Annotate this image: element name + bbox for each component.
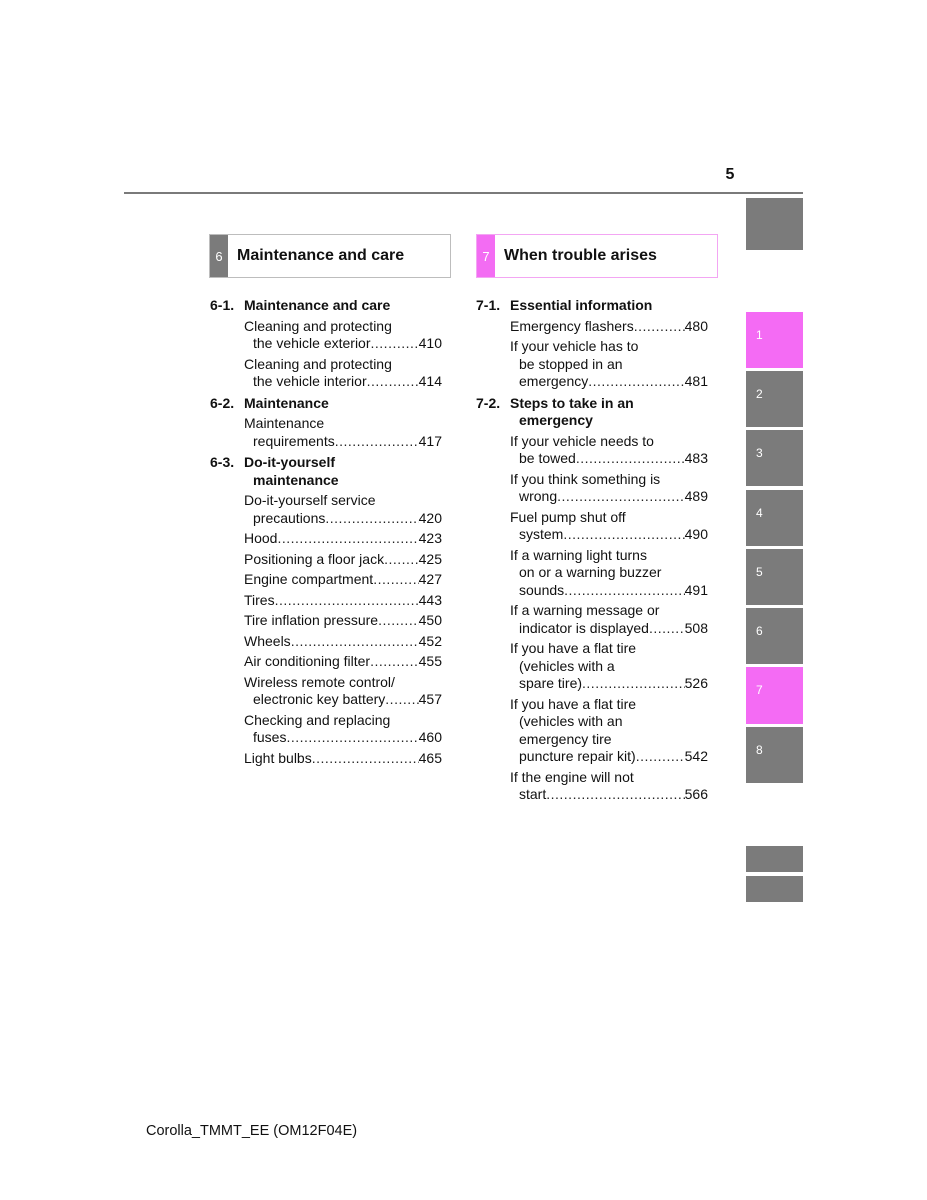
- toc-entry-page: 489: [684, 488, 708, 504]
- toc-entry-line: If the engine will not: [510, 768, 634, 785]
- toc-entry-line: puncture repair kit): [519, 748, 636, 764]
- toc-entry-page: 460: [418, 729, 442, 745]
- chapter-tab-3[interactable]: 3: [746, 430, 803, 486]
- leader-dots: [564, 582, 684, 600]
- toc-group-heading[interactable]: [210, 297, 442, 315]
- toc-entry-final-line: [244, 750, 442, 768]
- section-title: Maintenance and care: [237, 247, 405, 264]
- toc-entry-line: Tire inflation pressure: [244, 612, 379, 628]
- leader-dots: [385, 691, 418, 709]
- toc-entry-link[interactable]: [244, 633, 442, 651]
- toc-entry-page: 508: [684, 619, 708, 636]
- toc-entry-link[interactable]: [510, 696, 708, 766]
- top-rule: [124, 192, 803, 194]
- toc-entry-page: 450: [418, 612, 442, 628]
- toc-group: [210, 454, 442, 767]
- toc-group-title-line: Steps to take in an: [510, 394, 634, 411]
- toc-group-number: 6-3.: [210, 454, 235, 470]
- toc-entry-link[interactable]: [510, 338, 708, 391]
- toc-entry-line: fuses: [253, 729, 287, 745]
- leader-dots: [275, 592, 419, 610]
- toc-entry-line: emergency tire: [519, 730, 612, 747]
- toc-column-7: [476, 293, 708, 804]
- toc-entry-final-line: [244, 691, 442, 709]
- toc-group-title-line: Maintenance: [244, 394, 329, 411]
- toc-entry-page: 542: [684, 748, 708, 764]
- toc-entry-link[interactable]: [244, 571, 442, 589]
- leader-dots: [325, 510, 418, 528]
- toc-entry-page: 491: [684, 581, 708, 598]
- toc-entry-link[interactable]: [510, 318, 708, 336]
- toc-entry-link[interactable]: [244, 530, 442, 548]
- toc-entry-link[interactable]: [244, 674, 442, 709]
- chapter-tab-5[interactable]: 5: [746, 549, 803, 605]
- toc-group-title-line: Do-it-yourself: [244, 454, 335, 470]
- toc-entry-page: 483: [684, 450, 708, 466]
- toc-entry-line: Hood: [244, 530, 278, 546]
- toc-entry-final-line: [510, 373, 708, 391]
- toc-entry-line: spare tire): [519, 675, 583, 691]
- toc-entry-page: 457: [418, 691, 442, 707]
- toc-entry-page: 452: [418, 632, 442, 649]
- toc-entry-line: the vehicle exterior: [253, 335, 371, 351]
- section-number-badge: 6: [210, 235, 228, 277]
- leader-dots: [384, 551, 419, 569]
- section-number-badge: 7: [477, 235, 495, 277]
- toc-entry-line: Do-it-yourself service: [244, 492, 376, 508]
- toc-group-title: [244, 454, 442, 489]
- toc-group-title: [510, 297, 708, 315]
- leader-dots: [582, 675, 685, 693]
- toc-group-title: [510, 395, 708, 430]
- toc-entry-final-line: [244, 612, 442, 630]
- toc-entry-link[interactable]: [510, 433, 708, 468]
- toc-entry-line: electronic key battery: [253, 691, 386, 707]
- toc-entry-line: If you have a flat tire: [510, 640, 637, 656]
- footer-doc-id: Corolla_TMMT_EE (OM12F04E): [146, 1123, 358, 1139]
- toc-entry-page: 414: [418, 373, 442, 389]
- toc-entry-final-line: [510, 526, 708, 544]
- toc-group-heading[interactable]: [210, 395, 442, 413]
- toc-group-heading[interactable]: [210, 454, 442, 489]
- toc-entry-final-line: [510, 582, 708, 600]
- toc-entry-page: 410: [418, 335, 442, 351]
- toc-entry-line: Positioning a floor jack: [244, 550, 385, 567]
- toc-entry-page: 481: [684, 373, 708, 389]
- toc-entry-page: 423: [418, 530, 442, 546]
- chapter-tab-6[interactable]: 6: [746, 608, 803, 664]
- chapter-tab-1[interactable]: 1: [746, 312, 803, 368]
- toc-entry-line: start: [519, 786, 547, 802]
- toc-entry-line: Wireless remote control/: [244, 673, 395, 690]
- toc-entry-final-line: [244, 335, 442, 353]
- leader-dots: [373, 571, 418, 589]
- toc-entry-line: precautions: [253, 509, 326, 526]
- section-header-7[interactable]: [476, 234, 718, 278]
- toc-entry-line: Cleaning and protecting: [244, 317, 392, 334]
- toc-entry-link[interactable]: [510, 640, 708, 693]
- leader-dots: [634, 318, 685, 336]
- toc-group-title: [244, 395, 442, 413]
- toc-entry-line: on or a warning buzzer: [519, 564, 662, 580]
- toc-entry-link[interactable]: [244, 592, 442, 610]
- toc-entry-line: If you have a flat tire: [510, 695, 637, 712]
- toc-entry-link[interactable]: [244, 318, 442, 353]
- toc-entry-final-line: [510, 748, 708, 766]
- toc-entry-page: 566: [684, 786, 708, 802]
- toc-group-number: 7-1.: [476, 297, 501, 313]
- toc-entry-page: 455: [418, 653, 442, 669]
- toc-entry-line: If a warning message or: [510, 602, 660, 618]
- toc-entry-link[interactable]: [510, 602, 708, 637]
- toc-group-number: 7-2.: [476, 394, 501, 411]
- toc-group: [210, 395, 442, 451]
- toc-entry-line: indicator is displayed: [519, 619, 649, 636]
- toc-entry-line: Cleaning and protecting: [244, 355, 392, 372]
- leader-dots: [312, 750, 419, 768]
- leader-dots: [291, 633, 419, 651]
- leader-dots: [370, 653, 419, 671]
- toc-group-title-line: Essential information: [510, 297, 653, 313]
- toc-group-title-line: maintenance: [253, 471, 339, 488]
- leader-dots: [563, 526, 684, 544]
- toc-entry-final-line: [510, 786, 708, 804]
- toc-entry-page: 427: [418, 571, 442, 587]
- toc-entry-line: requirements: [253, 432, 335, 449]
- leader-dots: [335, 433, 419, 451]
- toc-entry-page: 465: [418, 749, 442, 766]
- toc-column-6: [210, 293, 442, 767]
- leader-dots: [367, 373, 419, 391]
- toc-entry-final-line: [244, 373, 442, 391]
- toc-entry-line: Fuel pump shut off: [510, 508, 626, 525]
- leader-dots: [277, 530, 418, 548]
- section-title: When trouble arises: [504, 247, 657, 264]
- toc-entry-line: Maintenance: [244, 415, 325, 431]
- toc-entry-page: 480: [684, 317, 708, 334]
- toc-group-title-line: Maintenance and care: [244, 297, 391, 313]
- toc-entry-line: If a warning light turns: [510, 546, 647, 563]
- toc-group-heading[interactable]: [476, 395, 708, 430]
- toc-entry-page: 443: [418, 591, 442, 608]
- toc-entry-link[interactable]: [244, 750, 442, 768]
- toc-entry-line: (vehicles with a: [519, 657, 615, 674]
- toc-group-title: [244, 297, 442, 315]
- toc-entry-line: system: [519, 526, 564, 542]
- chapter-tab-blank[interactable]: [746, 846, 803, 872]
- chapter-tab-8[interactable]: 8: [746, 727, 803, 783]
- section-header-6[interactable]: [209, 234, 451, 278]
- toc-entry-line: Wheels: [244, 632, 291, 649]
- toc-entry-link[interactable]: [244, 551, 442, 569]
- toc-entry-line: be stopped in an: [519, 355, 623, 372]
- leader-dots: [546, 786, 684, 804]
- leader-dots: [636, 748, 685, 766]
- leader-dots: [557, 488, 685, 506]
- toc-group: [476, 395, 708, 804]
- toc-group: [210, 297, 442, 391]
- toc-entry-line: Engine compartment: [244, 571, 374, 587]
- toc-entry-link[interactable]: [244, 653, 442, 671]
- toc-entry-final-line: [244, 592, 442, 610]
- toc-entry-final-line: [510, 318, 708, 336]
- toc-entry-line: Tires: [244, 591, 275, 608]
- chapter-tab-blank[interactable]: [746, 876, 803, 902]
- toc-entry-line: wrong: [519, 488, 558, 504]
- leader-dots: [378, 612, 419, 630]
- toc-group-number: 6-1.: [210, 297, 235, 313]
- toc-group-heading[interactable]: [476, 297, 708, 315]
- toc-entry-final-line: [244, 653, 442, 671]
- toc-group: [476, 297, 708, 391]
- toc-entry-page: 526: [684, 675, 708, 691]
- leader-dots: [286, 729, 418, 747]
- toc-entry-final-line: [510, 675, 708, 693]
- toc-entry-final-line: [244, 633, 442, 651]
- toc-entry-link[interactable]: [510, 547, 708, 600]
- toc-entry-final-line: [244, 729, 442, 747]
- toc-entry-page: 425: [418, 550, 442, 567]
- toc-entry-final-line: [510, 450, 708, 468]
- toc-entry-link[interactable]: [244, 415, 442, 450]
- toc-entry-line: Emergency flashers: [510, 317, 634, 334]
- leader-dots: [371, 335, 419, 353]
- toc-entry-line: If your vehicle needs to: [510, 432, 654, 449]
- toc-entry-final-line: [244, 530, 442, 548]
- toc-entry-line: be towed: [519, 450, 576, 466]
- toc-group-number: 6-2.: [210, 394, 235, 411]
- leader-dots: [649, 620, 685, 638]
- toc-entry-line: Checking and replacing: [244, 711, 391, 728]
- chapter-tab-blank[interactable]: [746, 198, 803, 250]
- toc-entry-link[interactable]: [510, 509, 708, 544]
- toc-entry-line: Light bulbs: [244, 749, 312, 766]
- toc-entry-line: sounds: [519, 581, 565, 598]
- toc-entry-final-line: [244, 510, 442, 528]
- toc-entry-line: Air conditioning filter: [244, 653, 371, 669]
- chapter-tab-2[interactable]: 2: [746, 371, 803, 427]
- toc-entry-link[interactable]: [244, 712, 442, 747]
- toc-entry-page: 490: [684, 526, 708, 542]
- toc-entry-line: (vehicles with an: [519, 713, 623, 729]
- toc-entry-page: 417: [418, 432, 442, 449]
- toc-entry-link[interactable]: [244, 612, 442, 630]
- toc-entry-line: emergency: [519, 373, 589, 389]
- toc-entry-line: If you think something is: [510, 470, 661, 487]
- toc-entry-final-line: [244, 571, 442, 589]
- toc-entry-link[interactable]: [244, 356, 442, 391]
- toc-entry-link[interactable]: [244, 492, 442, 527]
- toc-entry-final-line: [510, 488, 708, 506]
- chapter-tab-4[interactable]: 4: [746, 490, 803, 546]
- page-number: 5: [725, 166, 735, 183]
- toc-entry-final-line: [244, 433, 442, 451]
- toc-entry-final-line: [510, 620, 708, 638]
- toc-entry-final-line: [244, 551, 442, 569]
- toc-entry-page: 420: [418, 509, 442, 526]
- leader-dots: [588, 373, 684, 391]
- toc-entry-link[interactable]: [510, 471, 708, 506]
- leader-dots: [576, 450, 685, 468]
- toc-group-title-line: emergency: [519, 412, 593, 428]
- chapter-tab-7[interactable]: 7: [746, 667, 803, 724]
- toc-entry-line: the vehicle interior: [253, 373, 367, 389]
- toc-entry-link[interactable]: [510, 769, 708, 804]
- toc-entry-line: If your vehicle has to: [510, 338, 639, 354]
